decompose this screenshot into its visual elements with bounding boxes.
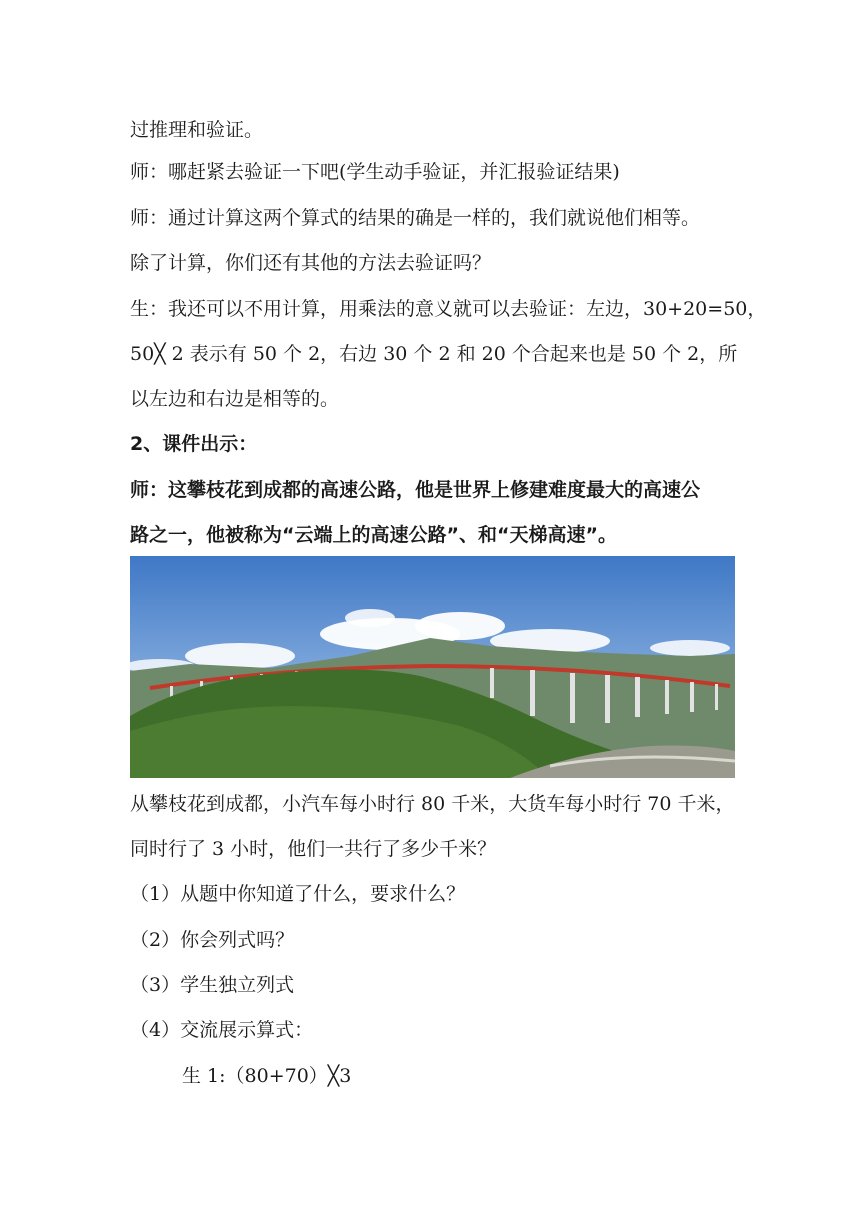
text-line-5: 生：我还可以不用计算，用乘法的意义就可以去验证：左边，30+20=50， xyxy=(130,298,767,320)
highway-bridge-image xyxy=(130,556,735,778)
question-3: （3）学生独立列式 xyxy=(130,974,295,996)
bold-line-1: 师：这攀枝花到成都的高速公路，他是世界上修建难度最大的高速公 xyxy=(130,479,701,501)
question-2: （2）你会列式吗？ xyxy=(130,929,295,951)
text-line-4: 除了计算，你们还有其他的方法去验证吗？ xyxy=(130,252,492,274)
student-answer-1: 生 1:（80+70）╳3 xyxy=(182,1065,352,1087)
text-line-7: 以左边和右边是相等的。 xyxy=(130,388,340,410)
section-heading: 2、课件出示： xyxy=(130,433,258,455)
text-line-2: 师：哪赶紧去验证一下吧(学生动手验证，并汇报验证结果) xyxy=(130,161,620,183)
text-line-8: 从攀枝花到成都，小汽车每小时行 80 千米，大货车每小时行 70 千米， xyxy=(130,793,735,815)
text-line-1: 过推理和验证。 xyxy=(130,119,264,141)
text-line-9: 同时行了 3 小时，他们一共行了多少千米？ xyxy=(130,838,497,860)
text-line-3: 师：通过计算这两个算式的结果的确是一样的，我们就说他们相等。 xyxy=(130,207,701,229)
text-line-6: 50╳ 2 表示有 50 个 2，右边 30 个 2 和 20 个合起来也是 50 个 2，所 xyxy=(130,343,738,365)
highway-bridge-photo xyxy=(130,556,735,778)
question-1: （1）从题中你知道了什么，要求什么？ xyxy=(130,883,466,905)
bold-line-2: 路之一，他被称为“云端上的高速公路”、和“天梯高速”。 xyxy=(130,524,617,546)
question-4: （4）交流展示算式： xyxy=(130,1019,314,1041)
